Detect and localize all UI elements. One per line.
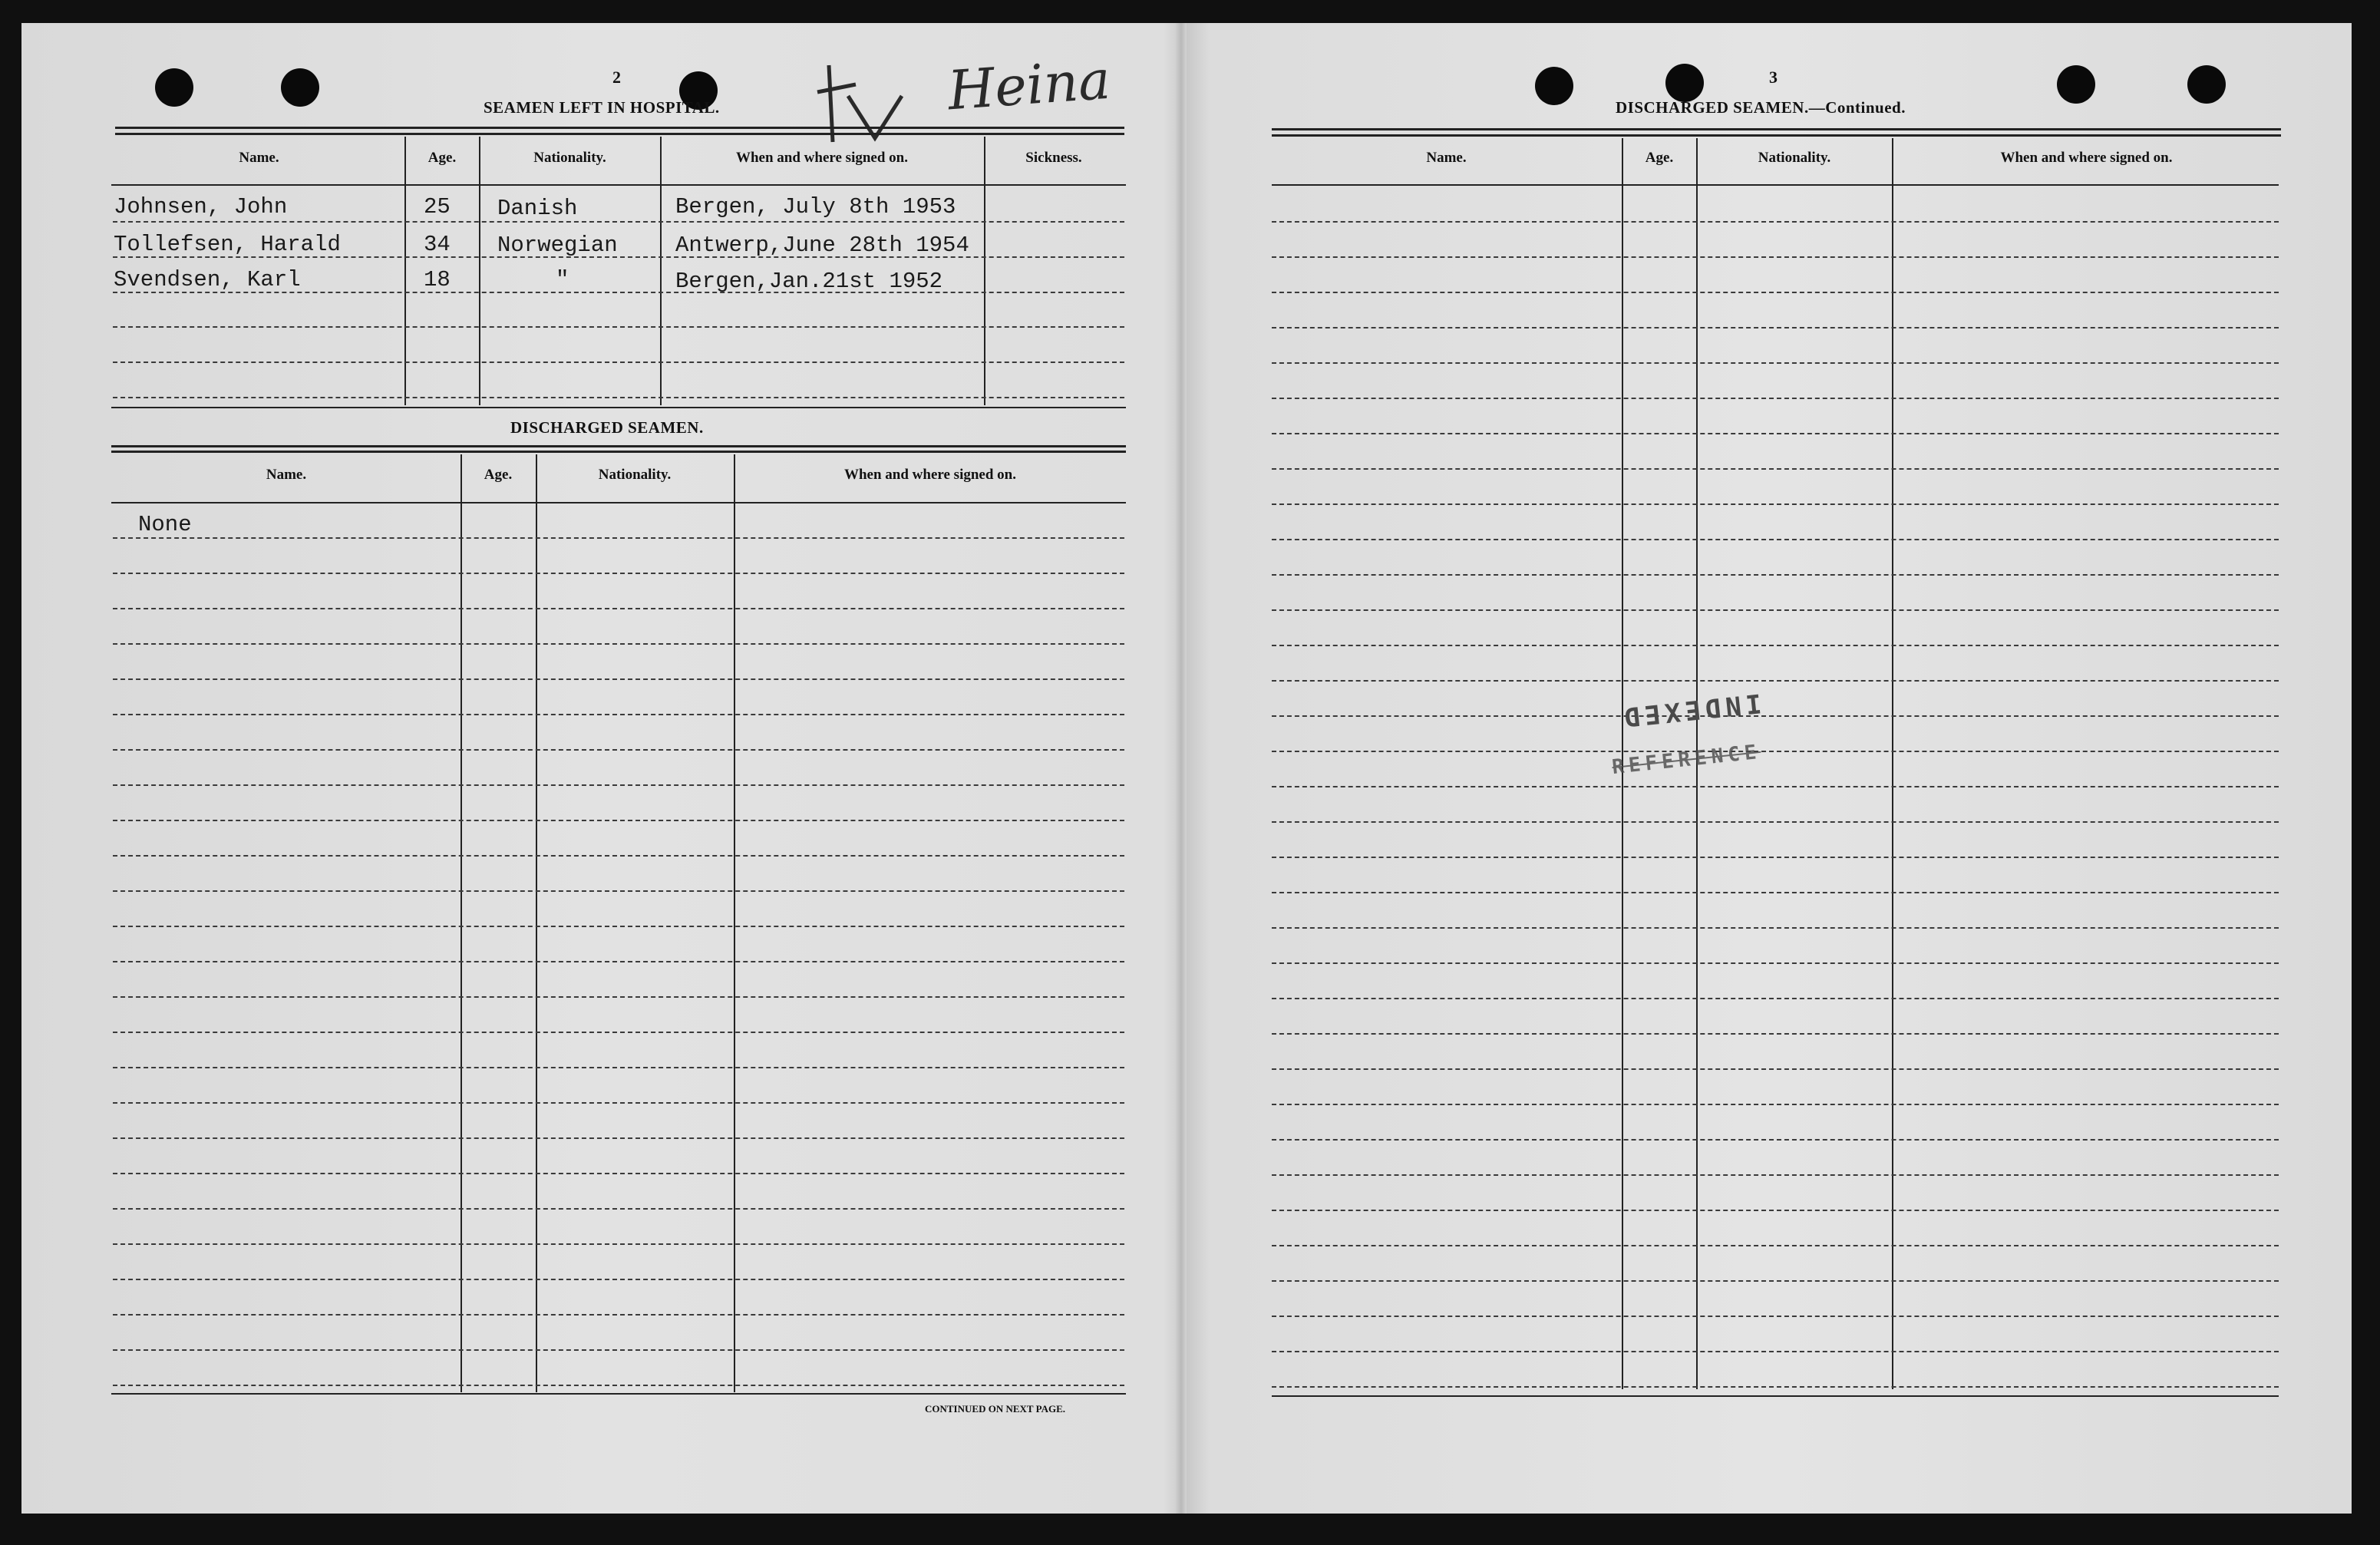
seaman-nationality: Norwegian: [497, 233, 618, 258]
seaman-signed-on: Antwerp,June 28th 1954: [675, 233, 969, 258]
handwritten-annotation: Heina: [946, 48, 1113, 123]
row-rule: [1272, 962, 2279, 964]
row-rule: [113, 573, 1124, 574]
row-rule: [113, 820, 1124, 821]
row-rule: [1272, 1068, 2279, 1070]
row-rule: [113, 326, 1124, 328]
hospital-header-signed-on: When and where signed on.: [735, 150, 908, 166]
page-fold: [1176, 23, 1187, 1514]
discharged-none-entry: None: [138, 512, 192, 537]
seaman-age: 18: [424, 267, 451, 292]
row-rule: [113, 678, 1124, 680]
row-rule: [1272, 892, 2279, 893]
hospital-header-nationality: Nationality.: [533, 150, 606, 166]
seaman-nationality: ": [556, 267, 569, 292]
row-rule: [113, 1385, 1124, 1386]
hospital-header-age: Age.: [427, 150, 457, 166]
row-rule: [1272, 1210, 2279, 1211]
discharged-header-nationality: Nationality.: [598, 467, 672, 483]
row-rule: [113, 1137, 1124, 1139]
row-rule: [1272, 468, 2279, 470]
table-rule: [111, 1393, 1126, 1395]
column-divider: [734, 454, 735, 1392]
table-rule: [115, 127, 1124, 129]
row-rule: [1272, 327, 2279, 328]
punch-hole: [2057, 65, 2095, 104]
punch-hole: [155, 68, 193, 107]
row-rule: [1272, 1280, 2279, 1282]
row-rule: [113, 1067, 1124, 1068]
column-divider: [984, 137, 985, 405]
row-rule: [1272, 857, 2279, 858]
seaman-signed-on: Bergen, July 8th 1953: [675, 194, 956, 220]
row-rule: [113, 221, 1124, 223]
indexed-stamp: INDEXED: [1618, 687, 1763, 733]
row-rule: [113, 890, 1124, 892]
table-rule: [1272, 1395, 2279, 1397]
discharged-header-name: Name.: [266, 467, 307, 483]
row-rule: [1272, 539, 2279, 540]
row-rule: [1272, 1351, 2279, 1352]
row-rule: [1272, 398, 2279, 399]
row-rule: [113, 608, 1124, 609]
row-rule: [1272, 292, 2279, 293]
row-rule: [113, 1279, 1124, 1280]
row-rule: [1272, 1104, 2279, 1105]
row-rule: [1272, 609, 2279, 611]
row-rule: [1272, 362, 2279, 364]
row-rule: [1272, 645, 2279, 646]
page-number: 3: [1769, 68, 1778, 87]
row-rule: [1272, 1245, 2279, 1246]
row-rule: [113, 643, 1124, 645]
seaman-name: Tollefsen, Harald: [114, 232, 341, 257]
continued-header-nationality: Nationality.: [1758, 150, 1831, 166]
continued-header-signed-on: When and where signed on.: [2000, 150, 2173, 166]
table-rule: [115, 133, 1124, 135]
column-divider: [479, 137, 480, 405]
continued-header-age: Age.: [1645, 150, 1674, 166]
column-divider: [660, 137, 662, 405]
discharged-header-signed-on: When and where signed on.: [843, 467, 1016, 483]
row-rule: [113, 537, 1124, 539]
row-rule: [113, 1173, 1124, 1174]
punch-hole: [281, 68, 319, 107]
row-rule: [1272, 503, 2279, 505]
punch-hole: [1665, 64, 1704, 102]
row-rule: [1272, 574, 2279, 576]
hospital-header-sickness: Sickness.: [1025, 150, 1082, 166]
table-rule: [111, 407, 1126, 408]
row-rule: [1272, 927, 2279, 929]
seaman-age: 25: [424, 194, 451, 220]
seaman-signed-on: Bergen,Jan.21st 1952: [675, 269, 943, 294]
table-rule: [1272, 184, 2279, 186]
row-rule: [113, 1349, 1124, 1351]
row-rule: [1272, 786, 2279, 787]
seaman-name: Johnsen, John: [114, 194, 288, 220]
table-rule: [111, 451, 1126, 453]
row-rule: [1272, 1033, 2279, 1035]
row-rule: [1272, 433, 2279, 434]
row-rule: [1272, 751, 2279, 752]
table-rule: [1272, 134, 2281, 137]
row-rule: [113, 926, 1124, 927]
row-rule: [1272, 998, 2279, 999]
table-rule: [111, 184, 1126, 186]
row-rule: [1272, 1139, 2279, 1141]
hospital-section-title: SEAMEN LEFT IN HOSPITAL.: [484, 98, 720, 117]
row-rule: [113, 855, 1124, 857]
seaman-name: Svendsen, Karl: [114, 267, 301, 292]
row-rule: [113, 784, 1124, 786]
row-rule: [113, 996, 1124, 998]
table-rule: [1272, 128, 2281, 130]
continued-note: CONTINUED ON NEXT PAGE.: [925, 1403, 1065, 1415]
row-rule: [113, 1243, 1124, 1245]
page-number: 2: [612, 68, 621, 87]
discharged-continued-title: DISCHARGED SEAMEN.—Continued.: [1616, 98, 1906, 117]
row-rule: [1272, 821, 2279, 823]
row-rule: [113, 714, 1124, 715]
continued-header-name: Name.: [1426, 150, 1467, 166]
punch-hole: [1535, 67, 1573, 105]
row-rule: [1272, 221, 2279, 223]
row-rule: [1272, 1316, 2279, 1317]
row-rule: [1272, 256, 2279, 258]
discharged-header-age: Age.: [484, 467, 513, 483]
row-rule: [113, 1314, 1124, 1316]
row-rule: [1272, 1386, 2279, 1388]
row-rule: [113, 397, 1124, 398]
seaman-age: 34: [424, 232, 451, 257]
row-rule: [113, 1102, 1124, 1104]
row-rule: [113, 961, 1124, 962]
row-rule: [113, 1208, 1124, 1210]
row-rule: [1272, 680, 2279, 682]
column-divider: [536, 454, 537, 1392]
table-rule: [111, 445, 1126, 447]
table-rule: [111, 502, 1126, 503]
row-rule: [1272, 1174, 2279, 1176]
row-rule: [113, 1032, 1124, 1033]
discharged-section-title: DISCHARGED SEAMEN.: [510, 418, 704, 437]
hospital-header-name: Name.: [239, 150, 279, 166]
column-divider: [404, 137, 406, 405]
column-divider: [1892, 138, 1893, 1389]
row-rule: [113, 749, 1124, 751]
reference-stamp: REFERENCE: [1610, 740, 1762, 780]
row-rule: [113, 361, 1124, 363]
seaman-nationality: Danish: [497, 196, 578, 221]
paper-sheet: [21, 23, 2352, 1514]
row-rule: [1272, 715, 2279, 717]
punch-hole: [2187, 65, 2226, 104]
column-divider: [460, 454, 462, 1392]
